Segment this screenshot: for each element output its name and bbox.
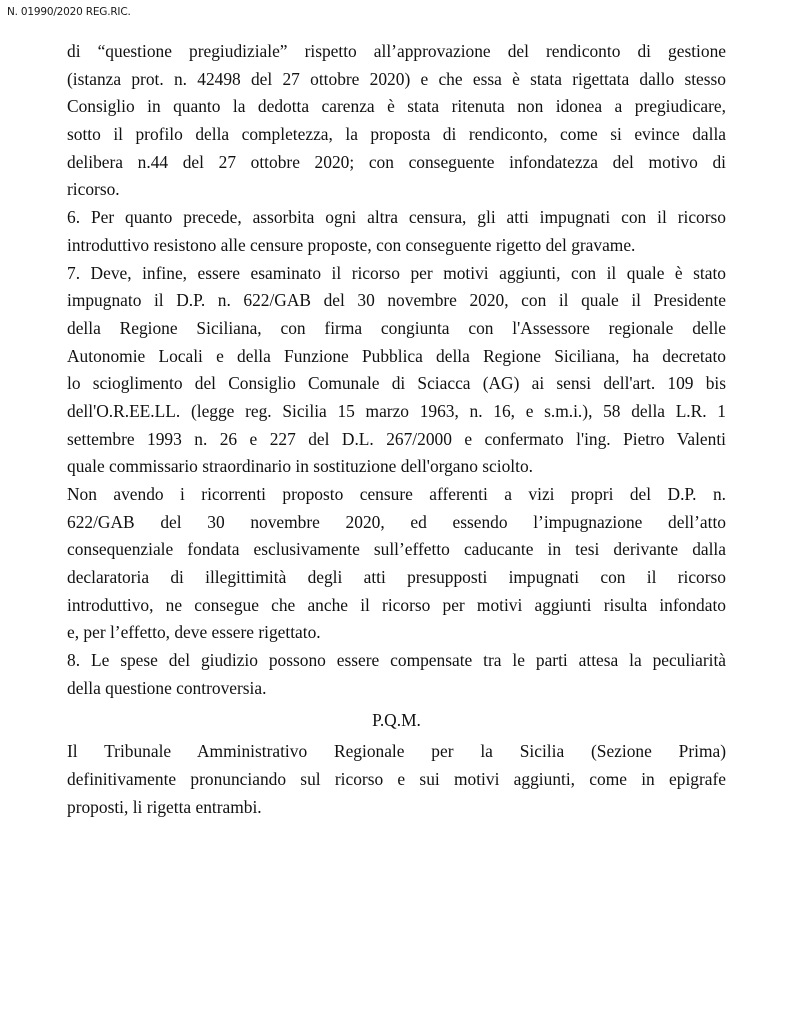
text-line: sotto il profilo della completezza, la proposta di rendiconto, come si evince dalla bbox=[67, 124, 726, 145]
text-line: di “questione pregiudiziale” rispetto all’approvazione del rendiconto di gestione bbox=[67, 41, 726, 61]
text-line: declaratoria di illegittimità degli atti presupposti impugnati con il ricorso bbox=[67, 567, 726, 588]
text-line: ricorso. bbox=[67, 179, 120, 200]
text-line: Autonomie Locali e della Funzione Pubblica della Regione Siciliana, ha decretato bbox=[67, 345, 726, 366]
registry-number-header: N. 01990/2020 REG.RIC. bbox=[7, 6, 131, 18]
pqm-heading: P.Q.M. bbox=[372, 709, 421, 730]
text-line: lo scioglimento del Consiglio Comunale di Sciacca (AG) ai sensi dell'art. 109 bis bbox=[67, 373, 726, 394]
text-line: della questione controversia. bbox=[67, 677, 267, 698]
text-line: proposti, li rigetta entrambi. bbox=[67, 796, 262, 817]
text-line: delibera n.44 del 27 ottobre 2020; con conseguente infondatezza del motivo di bbox=[67, 151, 726, 172]
text-line: quale commissario straordinario in sostituzione dell'organo sciolto. bbox=[67, 456, 533, 477]
text-line: (istanza prot. n. 42498 del 27 ottobre 2020) e che essa è stata rigettata dallo stesso bbox=[67, 68, 726, 89]
paragraph-5-continuation bbox=[67, 38, 726, 204]
paragraph-8 bbox=[67, 647, 726, 702]
text-line: settembre 1993 n. 26 e 227 del D.L. 267/2000 e confermato l'ing. Pietro Valenti bbox=[67, 428, 726, 449]
text-line: 7. Deve, infine, essere esaminato il ricorso per motivi aggiunti, con il quale è stato bbox=[67, 262, 726, 283]
paragraph-6 bbox=[67, 204, 726, 259]
text-line: Consiglio in quanto la dedotta carenza è stata ritenuta non idonea a pregiudicare, bbox=[67, 96, 726, 117]
text-line: definitivamente pronunciando sul ricorso e sui motivi aggiunti, come in epigrafe bbox=[67, 768, 726, 789]
dispositivo-paragraph bbox=[67, 738, 726, 821]
document-body bbox=[67, 38, 726, 821]
text-line: Non avendo i ricorrenti proposto censure afferenti a vizi propri del D.P. n. bbox=[67, 484, 726, 504]
text-line: 622/GAB del 30 novembre 2020, ed essendo l’impugnazione dell’atto bbox=[67, 511, 726, 532]
paragraph-7 bbox=[67, 260, 726, 482]
text-line: della Regione Siciliana, con firma congiunta con l'Assessore regionale delle bbox=[67, 317, 726, 338]
text-line: 6. Per quanto precede, assorbita ogni altra censura, gli atti impugnati con il ricorso bbox=[67, 207, 726, 228]
text-line: 8. Le spese del giudizio possono essere compensate tra le parti attesa la peculiarità bbox=[67, 650, 726, 671]
text-line: impugnato il D.P. n. 622/GAB del 30 novembre 2020, con il quale il Presidente bbox=[67, 290, 726, 311]
text-line: introduttivo, ne consegue che anche il ricorso per motivi aggiunti risulta infondato bbox=[67, 594, 726, 615]
paragraph-7-motivi-aggiunti bbox=[67, 481, 726, 647]
text-line: Il Tribunale Amministrativo Regionale per la Sicilia (Sezione Prima) bbox=[67, 741, 726, 762]
text-line: consequenziale fondata esclusivamente sull’effetto caducante in tesi derivante dalla bbox=[67, 539, 726, 560]
text-line: introduttivo resistono alle censure proposte, con conseguente rigetto del gravame. bbox=[67, 234, 636, 255]
text-line: e, per l’effetto, deve essere rigettato. bbox=[67, 622, 321, 643]
text-line: dell'O.R.EE.LL. (legge reg. Sicilia 15 marzo 1963, n. 16, e s.m.i.), 58 della L.R. 1 bbox=[67, 400, 726, 421]
